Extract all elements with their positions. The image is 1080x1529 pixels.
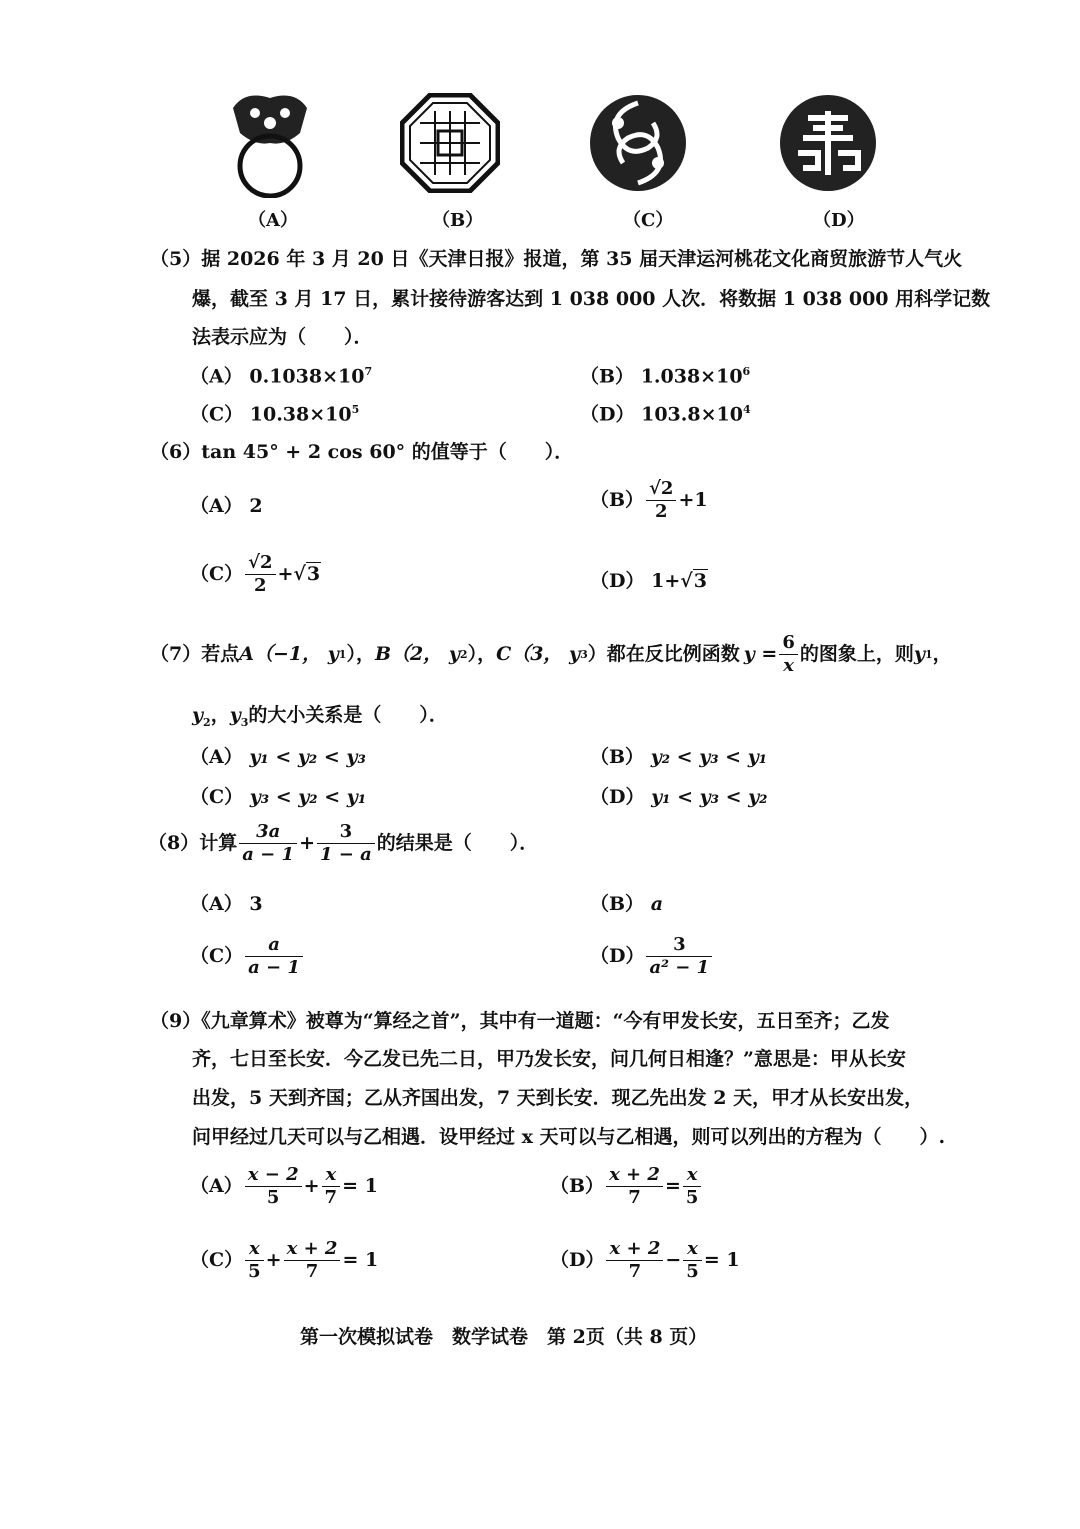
- q8-option-a[interactable]: [190, 895, 263, 914]
- q5-option-c-label: （C）: [190, 403, 244, 426]
- q6-option-d[interactable]: （D） 1+√3: [590, 570, 707, 592]
- q9-d-eq: = 1: [703, 1249, 740, 1271]
- q9-b-num1: x + 2: [606, 1166, 663, 1187]
- q8-stem-2: 的结果是（ ）．: [376, 832, 539, 854]
- q8-stem: （8） 计算 $\frac{3a}{a - 1}$ + $\frac{3}{1 - a}$ 的结果是（ ）．: [148, 821, 539, 865]
- q7-stem-2: 都在反比例函数: [606, 643, 740, 665]
- q5-option-c-exp: 5: [351, 403, 360, 416]
- q5-option-b-exp: 6: [742, 365, 751, 378]
- q6-option-c[interactable]: （C） $\frac{√2}{2}$ + √ 3: [190, 552, 321, 596]
- q5-option-a-exp: 7: [364, 365, 373, 378]
- q9-c-den2: 7: [305, 1261, 319, 1282]
- octagon-window-icon: [400, 93, 500, 193]
- cloud-swirl-icon: [588, 93, 688, 193]
- q6-math: tan 45° + 2 cos 60°: [201, 441, 406, 463]
- q9-line-3: 出发，5 天到齐国；乙从齐国出发，7 天到长安．现乙先出发 2 天，甲才从长安出发，: [192, 1087, 924, 1109]
- q8-option-c[interactable]: [190, 936, 305, 977]
- q7-number: （7）: [150, 643, 202, 665]
- emblem-a-label: （A）: [248, 210, 298, 231]
- q7-option-a-text: y₁ < y₂ < y₃: [249, 746, 366, 768]
- q6-option-b[interactable]: [590, 480, 708, 521]
- q9-a-num2: x: [322, 1166, 341, 1187]
- q7-line-2-text: 的大小关系是（ ）．: [248, 704, 448, 726]
- q6-option-c-fraction: $\frac{√2}{2}$: [245, 554, 275, 595]
- q9-line-4: 问甲经过几天可以与乙相遇．设甲经过 x 天可以与乙相遇，则可以列出的方程为（ ）.: [192, 1126, 946, 1148]
- q8-f1-den: a − 1: [242, 844, 295, 865]
- q6-option-c-label: （C）: [190, 563, 244, 585]
- q9-b-den2: 5: [685, 1187, 699, 1208]
- q7-stem-3: 的图象上，则: [799, 643, 914, 665]
- q9-number: （9）: [150, 1010, 202, 1032]
- q8-option-d-fraction: [646, 936, 712, 977]
- q9-a-den1: 5: [266, 1187, 280, 1208]
- q9-c-num1: x: [245, 1240, 264, 1261]
- q7-stem-1: 若点: [201, 643, 240, 665]
- q9-option-c-label: （C）: [190, 1249, 244, 1271]
- q9-c-den1: 5: [248, 1261, 261, 1282]
- q7-option-c-label: （C）: [190, 786, 244, 808]
- q7-option-d-label: （D）: [590, 786, 645, 808]
- q9-d-den2: 5: [686, 1261, 699, 1282]
- q8-option-a-text: 3: [249, 893, 263, 915]
- q5-line-1: [150, 250, 962, 269]
- q8-option-b[interactable]: [590, 895, 663, 914]
- q9-d-num2: x: [683, 1240, 702, 1261]
- q9-option-b[interactable]: [550, 1166, 703, 1207]
- q9-line-2: 齐，七日至长安．今乙发已先二日，甲乃发长安，问几何日相逢？”意思是：甲从长安: [192, 1048, 906, 1070]
- q7-stem: （7） 若点 A（−1， y 1 ）， B（2， y 2 ）， C（3， y 3 ） 都在反比例函数 y = $\frac{6}{x}$ 的图象上，则 y 1 ，: [150, 632, 952, 676]
- q6-option-c-den: 2: [254, 575, 267, 596]
- q5-option-d-exp: 4: [742, 403, 751, 416]
- q9-a-op: +: [303, 1175, 320, 1197]
- q7-option-c-text: y₃ < y₂ < y₁: [249, 786, 367, 808]
- q8-f2-den: 1 − a: [319, 844, 372, 865]
- q7-option-c[interactable]: [190, 788, 366, 807]
- q8-option-c-label: （C）: [190, 945, 244, 967]
- q7-func-num: 6: [779, 634, 798, 655]
- q5-option-a-text: 0.1038×10: [249, 365, 365, 388]
- q7-point-b: B（2， y: [374, 643, 460, 665]
- q7-func-den: x: [783, 655, 794, 676]
- q5-option-c[interactable]: [190, 404, 359, 424]
- q9-option-d[interactable]: [550, 1240, 740, 1281]
- q9-c-eq: = 1: [342, 1249, 379, 1271]
- q7-point-c: C（3， y: [496, 643, 581, 665]
- q8-option-d-label: （D）: [590, 945, 645, 967]
- q6-option-c-text: +: [277, 563, 294, 585]
- q5-option-c-text: 10.38×10: [249, 403, 352, 426]
- q6-option-b-den: 2: [654, 501, 668, 522]
- q5-option-b-text: 1.038×10: [640, 365, 743, 388]
- q7-option-a[interactable]: [190, 748, 366, 767]
- q6-stem: [150, 443, 573, 462]
- q9-text-1: 《九章算术》被尊为“算经之首”，其中有一道题：“今有甲发长安，五日至齐；乙发: [201, 1010, 890, 1032]
- q9-b-num2: x: [683, 1166, 702, 1187]
- q8-option-c-den: a − 1: [248, 957, 300, 978]
- q6-number: （6）: [150, 441, 202, 463]
- emblem-d-label: （D）: [813, 210, 865, 231]
- q7-option-b[interactable]: [590, 748, 767, 767]
- q8-fraction-2: [317, 823, 375, 864]
- q9-d-den1: 7: [628, 1261, 642, 1282]
- q9-line-1: [150, 1012, 890, 1031]
- q7-line-2: $y_2$，$y_3$的大小关系是（ ）．: [192, 704, 448, 729]
- q6-option-c-radicand: 2: [259, 552, 273, 573]
- q7-option-a-label: （A）: [190, 746, 243, 768]
- q8-option-a-label: （A）: [190, 893, 243, 915]
- page-footer: 第一次模拟试卷 数学试卷 第 2页（共 8 页）: [300, 1326, 708, 1348]
- q5-option-d[interactable]: [580, 404, 751, 424]
- q9-option-a[interactable]: [190, 1166, 378, 1207]
- q5-option-a-label: （A）: [190, 365, 243, 388]
- q6-option-c-sqrt3: 3: [306, 563, 321, 585]
- emblem-a: [225, 88, 315, 198]
- q9-option-c[interactable]: [190, 1240, 378, 1281]
- emblem-d: [778, 93, 878, 193]
- q5-line-3: 法表示应为（ ）．: [192, 326, 373, 348]
- q9-option-d-label: （D）: [550, 1249, 605, 1271]
- q8-number: （8）: [148, 832, 200, 854]
- q8-fraction-1: [239, 823, 297, 864]
- q8-option-c-num: a: [245, 936, 303, 957]
- q6-option-a-label: （A）: [190, 495, 243, 517]
- q7-func-fraction: [779, 634, 798, 675]
- q8-option-d-den: a² − 1: [649, 957, 710, 978]
- q6-option-d-text: 1+: [651, 570, 681, 592]
- q9-option-b-label: （B）: [550, 1175, 605, 1197]
- q9-a-eq: = 1: [342, 1175, 378, 1197]
- q9-b-eq: =: [664, 1175, 681, 1197]
- q6-option-a[interactable]: [190, 497, 263, 516]
- q5-option-d-text: 103.8×10: [641, 403, 743, 426]
- q6-text: 的值等于（ ）．: [411, 441, 574, 463]
- emblem-b-label: （B）: [432, 210, 484, 231]
- emblem-c: [588, 93, 688, 193]
- q8-option-b-label: （B）: [590, 893, 645, 915]
- q8-f2-num: 3: [317, 823, 375, 844]
- emblem-c-label: （C）: [623, 210, 674, 231]
- q9-c-op: +: [265, 1249, 282, 1271]
- q6-option-b-radicand: 2: [660, 478, 674, 499]
- q6-option-b-fraction: $\frac{√2}{2}$: [646, 480, 676, 521]
- q5-option-b-label: （B）: [580, 365, 635, 388]
- q9-b-den1: 7: [628, 1187, 641, 1208]
- q7-option-b-text: y₂ < y₃ < y₁: [650, 746, 768, 768]
- q7-func-y: y =: [743, 643, 778, 665]
- longevity-seal-icon: [778, 93, 878, 193]
- q5-option-a[interactable]: [190, 366, 372, 386]
- q8-option-b-text: a: [650, 893, 663, 915]
- q9-c-num2: x + 2: [284, 1240, 341, 1261]
- q7-option-b-label: （B）: [590, 746, 645, 768]
- q5-line-2: 爆，截至 3 月 17 日，累计接待游客达到 1 038 000 人次．将数据 1 038 000 用科学记数: [192, 288, 991, 310]
- q9-a-num1: x − 2: [245, 1166, 302, 1187]
- q7-option-d-text: y₁ < y₃ < y₂: [651, 786, 768, 808]
- q5-option-d-label: （D）: [580, 403, 635, 426]
- beast-ring-icon: [225, 88, 315, 198]
- q9-d-op: −: [665, 1249, 682, 1271]
- q6-option-d-label: （D）: [590, 570, 645, 592]
- q5-text-1: 据 2026 年 3 月 20 日《天津日报》报道，第 35 届天津运河桃花文化商贸旅游节人气火: [201, 248, 963, 270]
- q6-option-a-text: 2: [249, 495, 263, 517]
- q8-stem-1: 计算: [199, 832, 238, 854]
- q5-option-b[interactable]: [580, 366, 750, 386]
- q6-option-b-text: +1: [678, 489, 708, 511]
- q8-option-d-num: 3: [646, 936, 712, 957]
- q9-d-num1: x + 2: [606, 1240, 663, 1261]
- q5-number: （5）: [150, 248, 202, 270]
- q9-a-den2: 7: [324, 1187, 338, 1208]
- q6-option-b-label: （B）: [590, 489, 645, 511]
- emblem-b: [400, 93, 500, 193]
- q6-option-d-sqrt3: 3: [693, 570, 707, 592]
- q8-option-d[interactable]: [590, 936, 714, 977]
- q7-point-a: A（−1， y: [239, 643, 339, 665]
- q9-option-a-label: （A）: [190, 1175, 243, 1197]
- q8-f1-num: 3a: [239, 823, 297, 844]
- q7-option-d[interactable]: [590, 788, 768, 807]
- q8-option-c-fraction: [245, 936, 303, 977]
